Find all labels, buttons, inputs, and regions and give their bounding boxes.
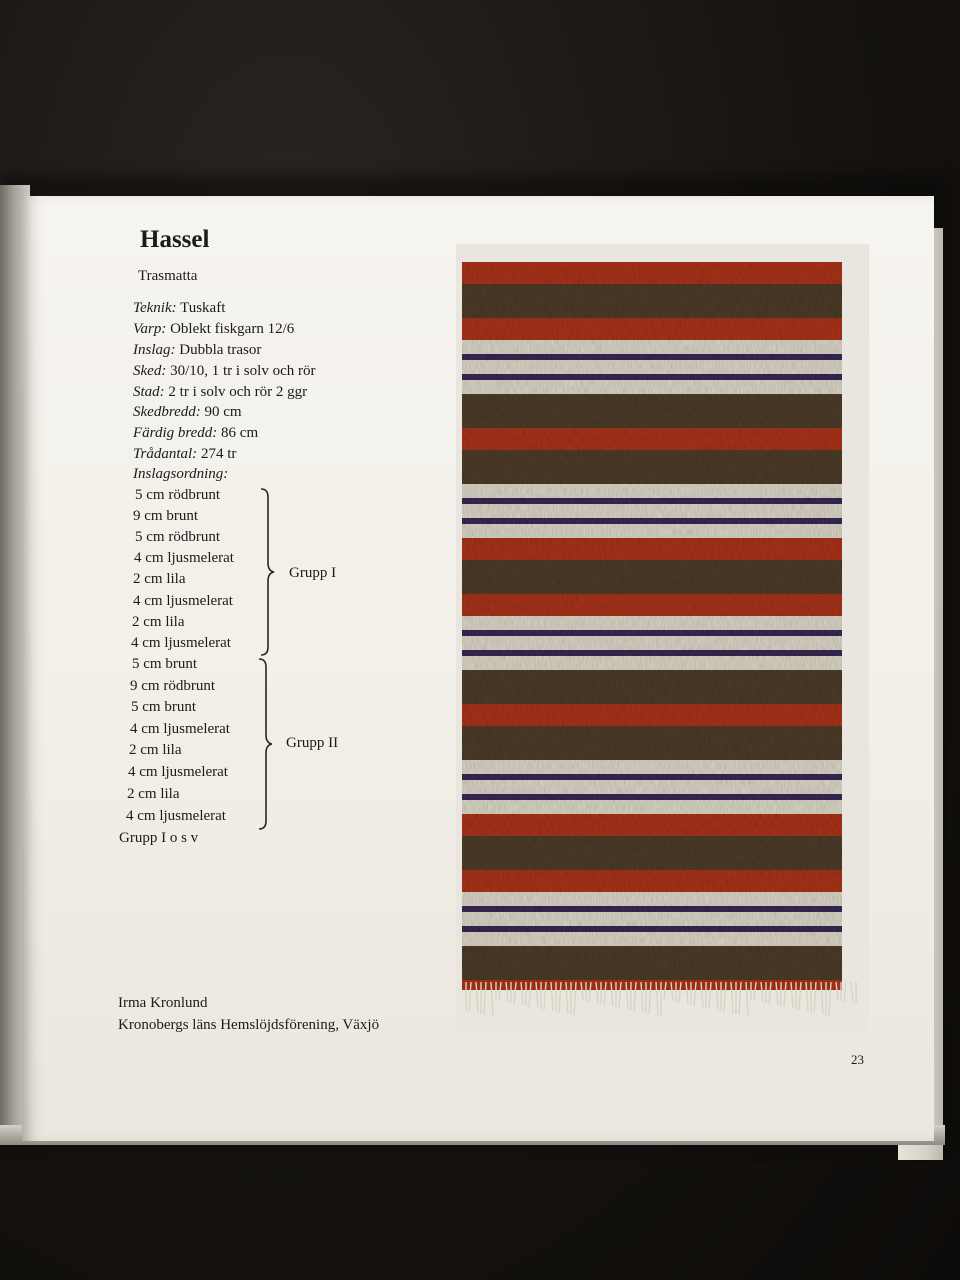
fringe-strand <box>716 982 718 1010</box>
fringe-strand <box>731 982 733 1013</box>
rug-stripe-ljusmelerat <box>462 892 842 907</box>
rug-stripe-lila <box>462 498 842 505</box>
fringe-strand <box>604 982 606 1005</box>
fringe-strand <box>521 982 523 1005</box>
rug-stripe-brunt <box>462 726 842 761</box>
rug-stripe-rodbrunt <box>462 814 842 837</box>
spec-value: 2 tr i solv och rör 2 ggr <box>164 384 308 400</box>
fringe-strand <box>491 982 493 1016</box>
rug-stripe-ljusmelerat <box>462 484 842 499</box>
group1-row: 5 cm rödbrunt <box>135 487 220 503</box>
rug-stripe-ljusmelerat <box>462 760 842 775</box>
fringe-strand <box>641 982 643 1012</box>
rug-stripe-ljusmelerat <box>462 616 842 631</box>
fringe-strand <box>469 982 471 1012</box>
group2-row: 5 cm brunt <box>132 656 197 672</box>
fringe-strand <box>686 982 688 1004</box>
fringe-strand <box>574 982 576 1016</box>
fringe-strand <box>739 982 741 1015</box>
group1-row: 4 cm ljusmelerat <box>131 635 231 651</box>
fringe-strand <box>806 982 808 1011</box>
rug-stripe-lila <box>462 650 842 657</box>
spec-tradantal <box>133 446 236 463</box>
fringe-strand <box>701 982 703 1007</box>
rug-stripe-lila <box>462 630 842 637</box>
rug-stripe-ljusmelerat <box>462 800 842 815</box>
fringe-strand <box>476 982 478 1013</box>
repeat-note: Grupp I o s v <box>119 830 199 846</box>
fringe-strand <box>814 982 816 1013</box>
fringe-strand <box>664 982 666 1000</box>
group-2-brace <box>253 657 273 832</box>
fringe-strand <box>506 982 508 1002</box>
rug-stripe-rodbrunt <box>462 870 842 893</box>
fringe-strand <box>559 982 561 1013</box>
spec-label: Skedbredd: <box>133 404 201 420</box>
rug-stripe-rodbrunt <box>462 318 842 341</box>
fringe-strand <box>581 982 583 1000</box>
fringe-strand <box>544 982 546 1010</box>
spec-value: 90 cm <box>200 404 242 420</box>
rug-stripe-brunt <box>462 836 842 871</box>
group-2-label: Grupp II <box>286 735 339 751</box>
rug-stripe-lila <box>462 906 842 913</box>
rug-stripe-ljusmelerat <box>462 380 842 395</box>
spec-value: 30/10, 1 tr i solv och rör <box>166 363 316 379</box>
rug-stripe-lila <box>462 518 842 525</box>
fringe-strand <box>784 982 786 1007</box>
spec-label: Inslag: <box>133 342 176 358</box>
group2-row: 2 cm lila <box>129 742 182 758</box>
rug-stripe-lila <box>462 774 842 781</box>
spec-label: Trådantal: <box>133 446 198 462</box>
group1-row: 2 cm lila <box>132 614 185 630</box>
fringe-strand <box>791 982 793 1008</box>
fringe-strand <box>724 982 726 1012</box>
rug-stripe-ljusmelerat <box>462 636 842 651</box>
spec-value: 86 cm <box>217 425 259 441</box>
fringe-strand <box>851 982 853 1003</box>
spec-inslagsordning <box>133 466 228 483</box>
spec-label: Sked: <box>133 363 167 379</box>
rug-stripe-ljusmelerat <box>462 780 842 795</box>
credit-name: Irma Kronlund <box>118 995 208 1011</box>
rug-stripe-ljusmelerat <box>462 524 842 539</box>
fringe-strand <box>536 982 538 1008</box>
fringe-strand <box>551 982 553 1011</box>
fringe-strand <box>484 982 486 1015</box>
rug-stripe-lila <box>462 926 842 933</box>
rug-stripe-lila <box>462 354 842 361</box>
rug-stripe-rodbrunt <box>462 704 842 727</box>
rug-stripe-brunt <box>462 450 842 485</box>
fringe-strand <box>761 982 763 1002</box>
fringe-strand <box>596 982 598 1003</box>
rug-stripe-ljusmelerat <box>462 912 842 927</box>
spec-sked <box>133 363 315 380</box>
rug-stripe-rodbrunt <box>462 594 842 617</box>
spec-label: Stad: <box>133 384 165 400</box>
fringe-strand <box>769 982 771 1004</box>
rug-stripe-brunt <box>462 284 842 319</box>
spec-inslag <box>133 342 261 359</box>
group2-row: 4 cm ljusmelerat <box>128 764 228 780</box>
page-subtitle: Trasmatta <box>138 268 198 284</box>
fringe-strand <box>754 982 756 1001</box>
group1-row: 5 cm rödbrunt <box>135 529 220 545</box>
spec-teknik <box>133 300 225 317</box>
rug-fringe <box>462 982 862 1022</box>
rug-stripe-brunt <box>462 560 842 595</box>
rug-stripe-ljusmelerat <box>462 504 842 519</box>
fringe-strand <box>799 982 801 1010</box>
fringe-strand <box>499 982 501 1001</box>
group1-row: 9 cm brunt <box>133 508 198 524</box>
spec-value: Oblekt fiskgarn 12/6 <box>166 321 295 337</box>
rug-stripe-rodbrunt <box>462 538 842 561</box>
rug-stripe-lila <box>462 374 842 381</box>
spec-fardig-bredd <box>133 425 258 442</box>
fringe-strand <box>611 982 613 1006</box>
spec-value: Tuskaft <box>176 300 226 316</box>
rug-stripe-ljusmelerat <box>462 360 842 375</box>
spec-varp <box>133 321 294 338</box>
group-1-label: Grupp I <box>289 565 337 581</box>
rug-stripe-ljusmelerat <box>462 932 842 947</box>
page-title: Hassel <box>140 226 210 253</box>
fringe-strand <box>746 982 748 1016</box>
group2-row: 9 cm rödbrunt <box>130 678 215 694</box>
group1-row: 4 cm ljusmelerat <box>133 593 233 609</box>
group2-row: 4 cm ljusmelerat <box>130 721 230 737</box>
spec-value: 274 tr <box>197 446 237 462</box>
group2-row: 4 cm ljusmelerat <box>126 808 226 824</box>
credit-organization: Kronobergs läns Hemslöjdsförening, Växjö <box>118 1017 380 1033</box>
fringe-strand <box>844 982 846 1002</box>
fringe-strand <box>566 982 568 1014</box>
spec-stad <box>133 384 307 401</box>
fringe-strand <box>626 982 628 1009</box>
group1-row: 4 cm ljusmelerat <box>134 550 234 566</box>
fringe-strand <box>776 982 778 1005</box>
rug-stripe-ljusmelerat <box>462 340 842 355</box>
fringe-strand <box>514 982 516 1004</box>
rug-stripe-rodbrunt <box>462 428 842 451</box>
group2-row: 2 cm lila <box>127 786 180 802</box>
fringe-strand <box>709 982 711 1009</box>
fringe-strand <box>634 982 636 1011</box>
fringe-strand <box>589 982 591 1002</box>
fringe-strand <box>679 982 681 1003</box>
fringe-strand <box>656 982 658 1015</box>
rug-stripe-lila <box>462 794 842 801</box>
rug-photo <box>462 262 842 990</box>
spec-value: Dubbla trasor <box>175 342 262 358</box>
spec-label: Inslagsordning: <box>133 466 229 482</box>
group1-row: 2 cm lila <box>133 571 186 587</box>
spec-label: Färdig bredd: <box>133 425 218 441</box>
fringe-strand <box>529 982 531 1007</box>
rug-stripe-brunt <box>462 670 842 705</box>
fringe-strand <box>694 982 696 1006</box>
page-number: 23 <box>851 1052 864 1067</box>
fringe-strand <box>836 982 838 1000</box>
rug-stripe-rodbrunt <box>462 262 842 285</box>
spec-label: Teknik: <box>133 300 177 316</box>
rug-stripe-brunt <box>462 394 842 429</box>
rug-stripe-brunt <box>462 946 842 981</box>
group-1-brace <box>255 487 275 657</box>
spec-skedbredd <box>133 404 242 421</box>
spec-label: Varp: <box>133 321 167 337</box>
fringe-strand <box>671 982 673 1001</box>
rug-stripe-ljusmelerat <box>462 656 842 671</box>
group2-row: 5 cm brunt <box>131 699 196 715</box>
fringe-strand <box>649 982 651 1014</box>
fringe-strand <box>821 982 823 1014</box>
fringe-strand <box>619 982 621 1008</box>
fringe-strand <box>829 982 831 1016</box>
